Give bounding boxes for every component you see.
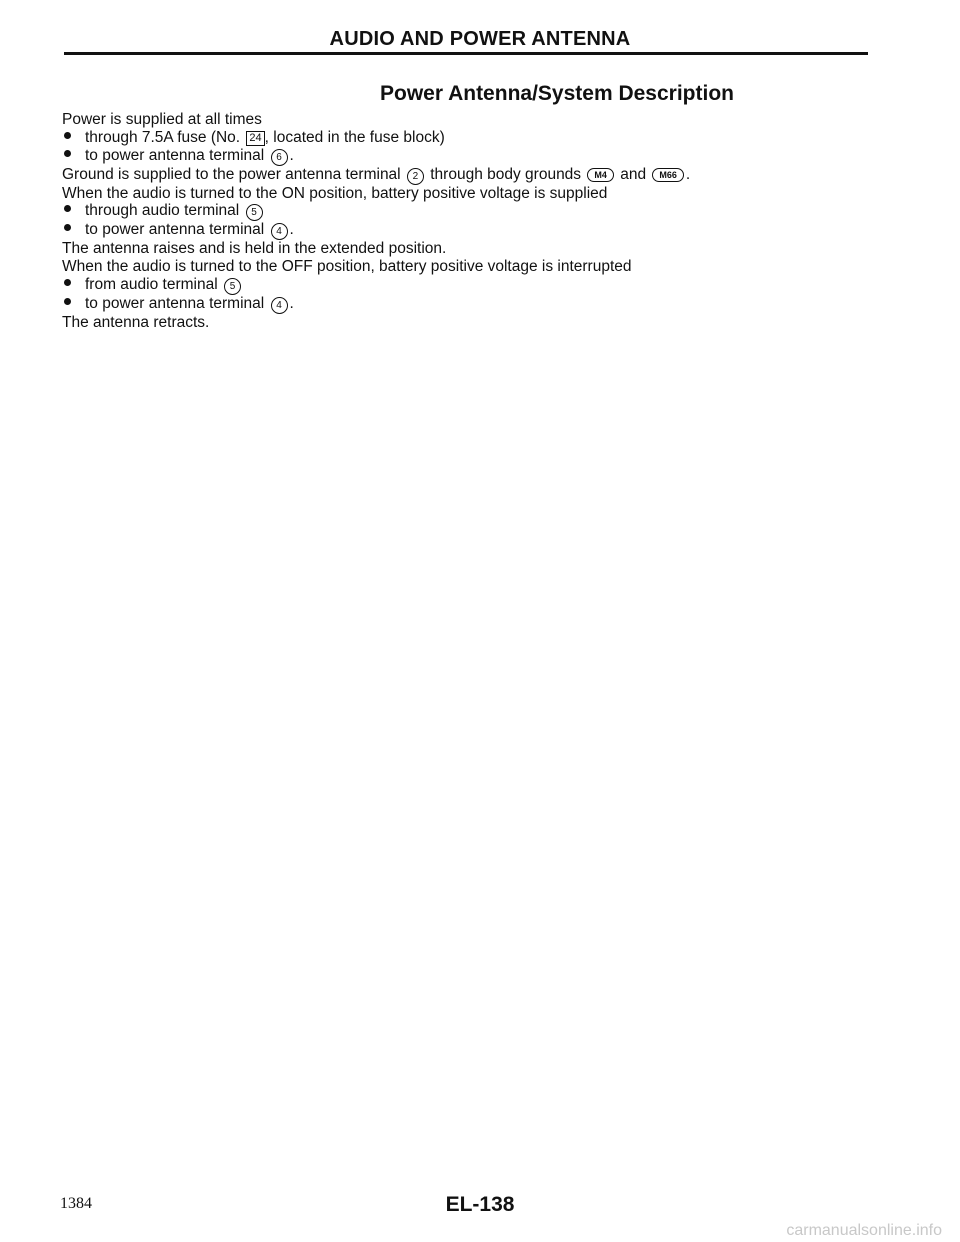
text-segment: to power antenna terminal <box>85 294 265 312</box>
ground-point-icon: M4 <box>587 168 614 182</box>
bullet-line <box>62 129 862 147</box>
bullet-icon <box>64 150 71 157</box>
fuse-number-box: 24 <box>246 131 264 146</box>
bullet-icon <box>64 279 71 286</box>
text-segment: and <box>620 165 647 183</box>
page-number-left: 1384 <box>60 1195 92 1212</box>
watermark: carmanualsonline.info <box>786 1222 942 1239</box>
header-rule <box>64 52 868 55</box>
terminal-number-icon: 4 <box>271 297 288 314</box>
description-body <box>62 111 862 332</box>
page-number-center: EL-138 <box>445 1193 515 1216</box>
bullet-icon <box>64 205 71 212</box>
text-segment: through audio terminal <box>85 202 240 220</box>
text-segment: to power antenna terminal <box>85 221 265 239</box>
text-line: When the audio is turned to the ON position, battery positive voltage is supplied <box>62 184 608 202</box>
ground-point-icon: M66 <box>652 168 684 182</box>
bullet-line <box>62 221 862 240</box>
text-segment: to power antenna terminal <box>85 146 265 164</box>
bullet-line <box>62 295 862 314</box>
bullet-icon <box>64 132 71 139</box>
bullet-line <box>62 147 862 166</box>
text-line <box>62 166 862 185</box>
terminal-number-icon: 4 <box>271 223 288 240</box>
bullet-icon <box>64 224 71 231</box>
text-segment: Ground is supplied to the power antenna terminal <box>62 165 401 183</box>
text-segment: . <box>289 146 294 164</box>
text-segment: . <box>685 165 691 183</box>
terminal-number-icon: 5 <box>224 278 241 295</box>
bullet-line <box>62 202 862 221</box>
page-header-title: AUDIO AND POWER ANTENNA <box>329 28 631 50</box>
text-segment: through body grounds <box>430 165 582 183</box>
text-segment: . <box>289 221 294 239</box>
text-line: Power is supplied at all times <box>62 111 262 128</box>
text-segment: . <box>289 294 294 312</box>
text-segment: through 7.5A fuse (No. <box>85 128 241 146</box>
section-title: Power Antenna/System Description <box>380 82 734 105</box>
text-segment: , located in the fuse block) <box>264 128 445 146</box>
terminal-number-icon: 5 <box>246 204 263 221</box>
bullet-line <box>62 276 862 295</box>
terminal-number-icon: 2 <box>407 168 424 185</box>
text-line: When the audio is turned to the OFF position, battery positive voltage is interrupted <box>62 258 632 276</box>
text-line: The antenna retracts. <box>62 313 210 331</box>
terminal-number-icon: 6 <box>271 149 288 166</box>
text-line: The antenna raises and is held in the extended position. <box>62 240 447 258</box>
text-segment: from audio terminal <box>85 275 218 293</box>
bullet-icon <box>64 298 71 305</box>
